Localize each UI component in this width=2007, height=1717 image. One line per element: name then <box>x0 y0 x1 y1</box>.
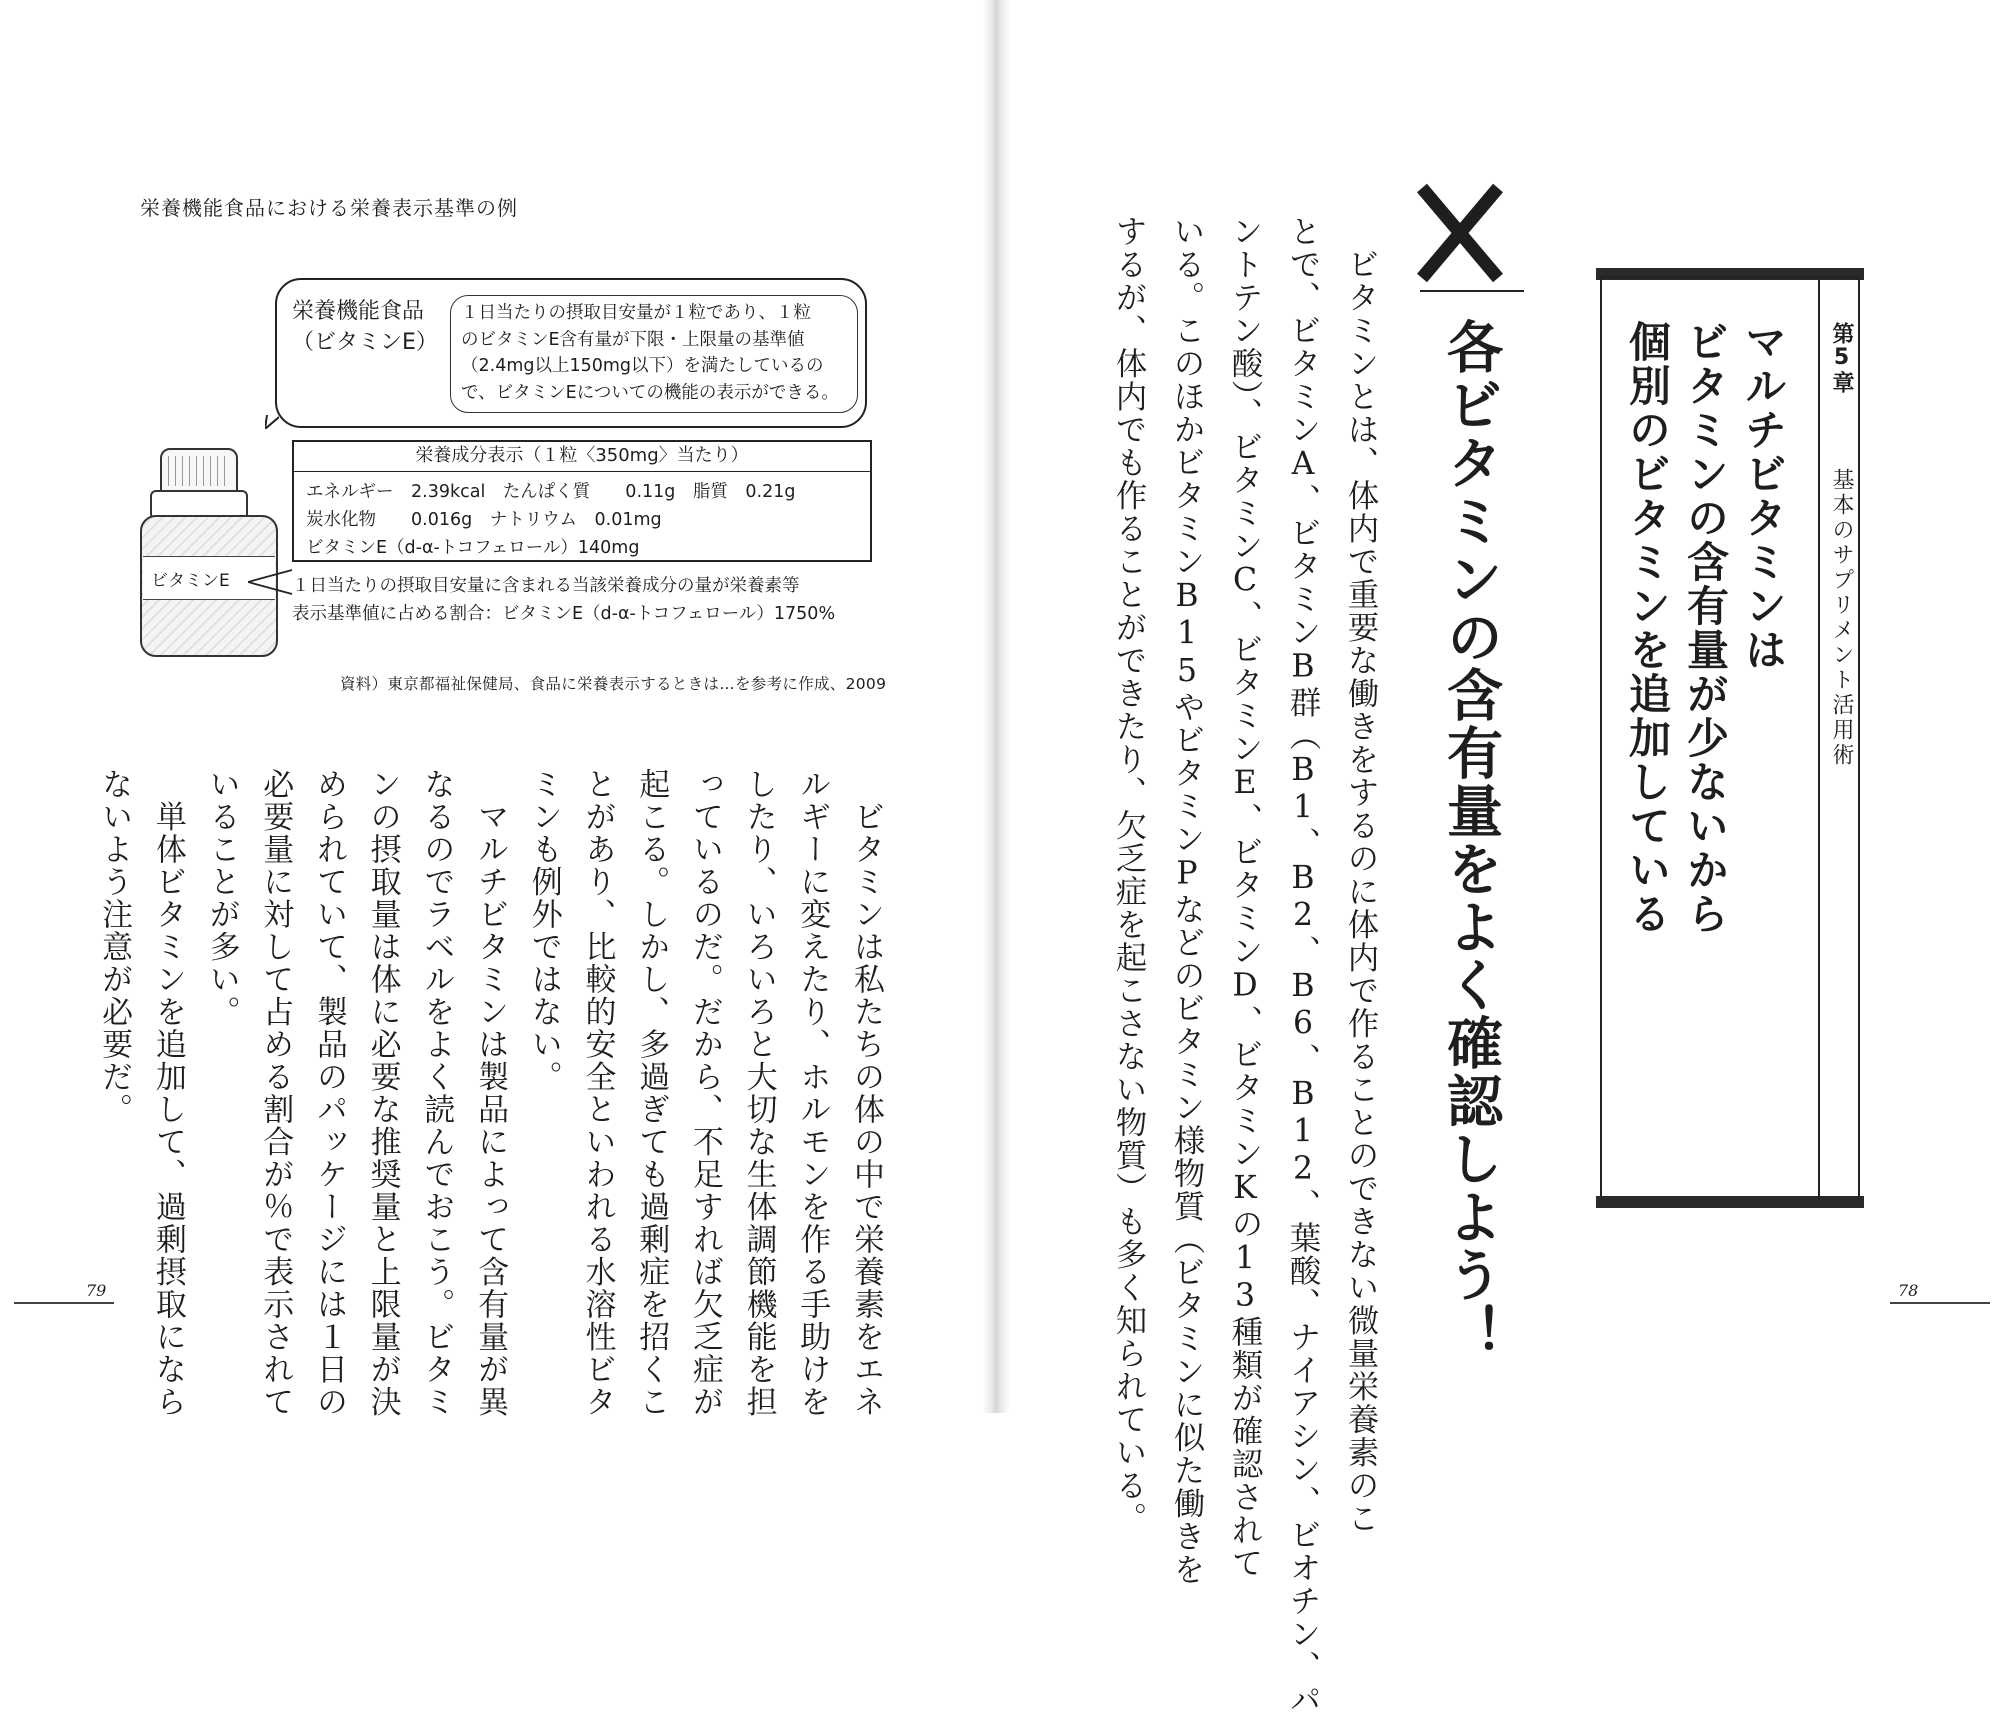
bottle-label-text: ビタミンE <box>151 571 230 591</box>
body-line: ミンも例外ではない。 <box>525 768 562 1093</box>
page-number-left: 79 <box>86 1281 107 1300</box>
footer-rule-left <box>14 1302 114 1304</box>
section-mark-x <box>1400 178 1520 288</box>
nutrition-row: エネルギー 2.39kcal たんぱく質 0.11g 脂質 0.21g <box>306 482 796 502</box>
note-line: のビタミンE含有量が下限・上限量の基準値 <box>461 329 805 350</box>
body-line: ルギーに変えたり、ホルモンを作る手助けを <box>794 768 831 1418</box>
right-body-text <box>1100 215 1390 1717</box>
body-line: したり、いろいろと大切な生体調節機能を担 <box>740 768 777 1418</box>
chapter-title-line: 個別のビタミンを追加している <box>1623 320 1672 936</box>
body-line: 必要量に対して占める割合が％で表示されて <box>257 768 294 1418</box>
product-label-line2: （ビタミンE） <box>292 330 438 355</box>
nutrition-facts-table <box>292 440 872 562</box>
note-line: １日当たりの摂取目安量が１粒であり、１粒 <box>461 303 811 323</box>
page-number-right: 78 <box>1898 1281 1919 1300</box>
body-line: ントテン酸）、ビタミンC、ビタミンE、ビタミンD、ビタミンKの13種類が確認されて <box>1227 215 1263 1580</box>
note-line: で、ビタミンEについての機能の表示ができる。 <box>461 382 839 403</box>
ratio-line: １日当たりの摂取目安量に含まれる当該栄養成分の量が栄養素等 <box>292 576 800 596</box>
body-line: マルチビタミンは製品によって含有量が異 <box>472 768 509 1418</box>
chapter-divider <box>1818 276 1820 1200</box>
chapter-box-bottom-bar <box>1596 1196 1864 1208</box>
body-line: ンの摂取量は体に必要な推奨量と上限量が決 <box>364 768 401 1418</box>
product-label <box>292 296 438 358</box>
pointer-line <box>248 568 294 598</box>
body-line: ないよう注意が必要だ。 <box>96 768 133 1126</box>
product-label-line1: 栄養機能食品 <box>292 299 425 324</box>
chapter-title-line: マルチビタミンは <box>1739 320 1788 672</box>
section-mark-rule <box>1420 290 1524 292</box>
ratio-line: 表示基準値に占める割合：ビタミンE（d-α-トコフェロール）1750% <box>292 604 836 624</box>
body-line: 起こる。しかし、多過ぎても過剰症を招くこ <box>633 768 670 1418</box>
body-line: とがあり、比較的安全といわれる水溶性ビタ <box>579 768 616 1418</box>
nutrition-row: ビタミンE（d-α-トコフェロール）140mg <box>306 538 640 558</box>
body-line: められていて、製品のパッケージには１日の <box>310 768 347 1418</box>
chapter-number: 第5章 <box>1829 322 1854 394</box>
body-line: いることが多い。 <box>203 768 240 1028</box>
nutrition-header: 栄養成分表示（１粒〈350mg〉当たり） <box>294 442 870 472</box>
body-line: いる。このほかビタミンB15やビタミンPなどのビタミン様物質（ビタミンに似た働きを <box>1169 215 1205 1586</box>
function-note <box>450 295 858 413</box>
figure-title: 栄養機能食品における栄養表示基準の例 <box>140 196 518 220</box>
left-body-text <box>86 768 892 1418</box>
body-line: 単体ビタミンを追加して、過剰摂取になら <box>149 768 186 1418</box>
speech-bubble-tail <box>265 415 279 429</box>
section-heading: 各ビタミンの含有量をよく確認しよう！ <box>1438 318 1503 1362</box>
body-line: っているのだ。だから、不足すれば欠乏症が <box>686 768 723 1418</box>
chapter-title <box>1618 320 1792 936</box>
bottle-cap-icon <box>160 448 238 494</box>
body-line: とで、ビタミンA、ビタミンB群（B1、B2、B6、B12、葉酸、ナイアシン、ビオチン、パ <box>1285 215 1321 1717</box>
nutrition-row: 炭水化物 0.016g ナトリウム 0.01mg <box>306 510 662 530</box>
note-line: （2.4mg以上150mg以下）を満たしているの <box>461 356 824 376</box>
body-line: ビタミンは私たちの体の中で栄養素をエネ <box>848 768 884 1418</box>
body-line: ビタミンとは、体内で重要な働きをするのに体内で作ることのできない微量栄養素のこ <box>1343 215 1379 1535</box>
body-line: なるのでラベルをよく読んでおこう。ビタミ <box>418 768 455 1418</box>
chapter-label: 基本のサプリメント活用術 <box>1829 468 1854 768</box>
book-gutter <box>982 0 1010 1413</box>
chapter-title-line: ビタミンの含有量が少ないから <box>1681 320 1730 936</box>
figure-source: 資料）東京都福祉保健局、食品に栄養表示するときは…を参考に作成、2009 <box>340 675 887 693</box>
body-line: するが、体内でも作ることができたり、欠乏症を起こさない物質）も多く知られている。 <box>1111 215 1147 1535</box>
footer-rule-right <box>1890 1302 1990 1304</box>
